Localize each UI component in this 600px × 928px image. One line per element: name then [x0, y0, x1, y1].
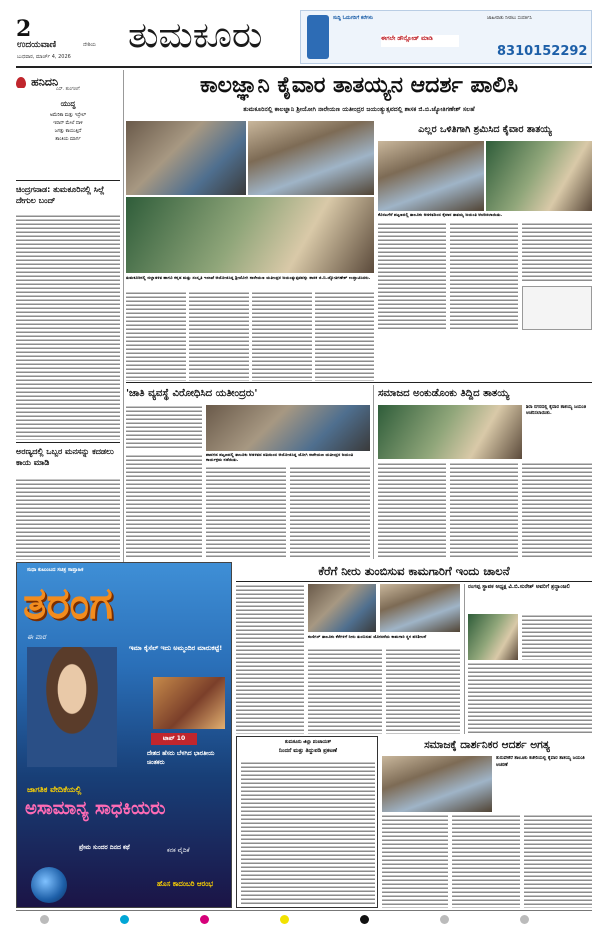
poem-body [20, 112, 116, 184]
main-photo-caption: ತುಮಕೂರಿನಲ್ಲಿ ಜಿಲ್ಲಾಡಳಿತ ಹಾಗೂ ಕನ್ನಡ ಮತ್ತು ಸಂಸ್ಕೃತಿ ಇಲಾಖೆ ಆಯೋಜಿಸಿದ್ದ ಶ್ರೀಯೋಗಿ ನಾರೇಯಣ ಯತೀಂದ್ರರ ಜಯಂತ್ಯುತ್ಸವವನ್ನು ಶಾಸಕ ಜಿ.ಬಿ.ಜ್ಯೋತಿಗಣೇಶ್ ಉದ್ಘಾಟಿಸಿದರು. [126, 275, 371, 280]
main-body-col-1 [126, 291, 186, 381]
registration-mark [120, 915, 129, 924]
lower-photo-caption-1: ಕುಣಿಗಲ್ ತಾಲೂಕು ಕೆರೆಗಳಿಗೆ ನೀರು ತುಂಬಿಸುವ ಯೋಜನೆಯ ಕಾಮಗಾರಿ ಸ್ಥಳ ಪರಿಶೀಲನೆ [308, 634, 427, 639]
lower-photo-2 [380, 584, 460, 632]
taranga-feature-4: ದೇಶದ ಹೆಸರು ಬೆಳಗಿದ ಭಾರತೀಯ ಚಿಂತಕರು [147, 750, 215, 766]
bottom-right-headline: ಸಮಾಜಕ್ಕೆ ದಾರ್ಶನಿಕರ ಆದರ್ಶ ಅಗತ್ಯ [424, 739, 550, 751]
mid-right-headline: ಸಮಾಜದ ಅಂಕುಡೊಂಕು ತಿದ್ದಿದ ತಾತಯ್ಯ [378, 388, 510, 399]
date-line: ಬುಧವಾರ, ಮಾರ್ಚ್ 4, 2026 [17, 54, 71, 60]
story1-body [16, 214, 120, 440]
mid-right-caption: ಶಿರಾ ನಗರದಲ್ಲಿ ಕೈವಾರ ತಾತಯ್ಯ ಜಯಂತಿ ಆಚರಿಸಲಾಯಿತು. [526, 405, 587, 416]
lower-separator [464, 584, 465, 734]
lower-body-col-3 [386, 648, 460, 734]
right-body-col-1 [378, 222, 446, 330]
city-title: ತುಮಕೂರು [128, 15, 263, 56]
story1-headline: ಚಿಂದ್ರಗನಾಡ: ತುಮಕೂರಿನಲ್ಲಿ ಸಿಲ್ಲೆ ದೇಗುಲ ಬಂದ್ [16, 185, 105, 205]
taranga-badge: ಟಾಪ್ 10 [151, 733, 197, 745]
right-photo-1 [378, 141, 484, 211]
right-photo-caption: ಕೊರಟಗೆರೆ ಪಟ್ಟಣದಲ್ಲಿ ತಾಲೂಕು ಆಡಳಿತದಿಂದ ಕೈವಾರ ತಾತಯ್ಯ ಜಯಂತಿ ಆಚರಿಸಲಾಯಿತು. [378, 212, 503, 217]
main-body-col-2 [189, 291, 249, 381]
ad-text-3: ಜಾಹೀರಾತು ನೀಡಲು ಸಂಪರ್ಕಿಸಿ [487, 16, 532, 21]
lower-side-photo [468, 614, 518, 660]
right-story-headline: ಎಲ್ಲರ ಒಳಿತಿಗಾಗಿ ಶ್ರಮಿಸಿದ ಕೈವಾರ ತಾತಯ್ಯ [418, 124, 552, 135]
main-headline: ಕಾಲಜ್ಞಾನಿ ಕೈವಾರ ತಾತಯ್ಯನ ಆದರ್ಶ ಪಾಲಿಸಿ [199, 73, 519, 98]
poem-line: ಇರಾನ್ ಮೇಲೆ ದಾಳಿ [53, 121, 83, 126]
notice-dept: ತುಮಕೂರು ಜಿಲ್ಲಾ ಪಂಚಾಯತ್ [284, 740, 332, 745]
left-column [16, 70, 120, 562]
mid-right-body-c [522, 462, 592, 558]
public-notice [236, 736, 378, 908]
main-photo-3 [126, 197, 374, 273]
section-divider [126, 382, 592, 383]
registration-mark [40, 915, 49, 924]
mid-left-headline: 'ಜಾತಿ ವ್ಯವಸ್ಥೆ ವಿರೋಧಿಸಿದ ಯತೀಂದ್ರರು' [126, 388, 258, 399]
lower-headline-rule [236, 581, 592, 582]
mid-right-body-a [378, 462, 446, 558]
registration-mark [520, 915, 529, 924]
taranga-title: ತರಂಗ [23, 578, 113, 629]
main-body-col-4 [315, 291, 374, 381]
ad-text-1: ಸುದ್ದಿ ಓದುಗರಿಗೆ ಕರೆಗಳು [333, 15, 373, 21]
lower-body-col-2 [308, 648, 382, 734]
story2-body [16, 478, 120, 560]
mid-left-photo [206, 405, 370, 451]
mid-right-body-b [450, 462, 518, 558]
ad-text-2: ಈಗಲೇ ಡೌನ್ಲೋಡ್ ಮಾಡಿ [381, 35, 459, 47]
taranga-top-line: ಸುಧಾ ಕುಟುಂಬದ ಸಚಿತ್ರ ಸಾಪ್ತಾಹಿಕ [27, 567, 84, 573]
main-subheadline: ತುಮಕೂರಿನಲ್ಲಿ ಕಾಲಜ್ಞಾನಿ ಶ್ರೀಯೋಗಿ ನಾರೇಯಣ ಯತೀಂದ್ರರ ಜಯಂತ್ಯುತ್ಸವದಲ್ಲಿ ಶಾಸಕ ಜಿ.ಬಿ.ಜ್ಯೋತಿಗಣೇಶ್ ಸಲಹೆ [243, 106, 475, 113]
mid-left-caption: ಪಾವಗಡ ಪಟ್ಟಣದಲ್ಲಿ ತಾಲೂಕು ಆಡಳಿತದ ವತಿಯಿಂದ ಆಯೋಜಿಸಿದ್ದ ಯೋಗಿ ನಾರೇಯಣ ಯತೀಂದ್ರರ ಜಯಂತಿ ಕಾರ್ಯಕ್ರಮ ನಡೆಯಿತು. [206, 452, 354, 462]
header-ad[interactable] [300, 10, 592, 64]
main-body-col-3 [252, 291, 312, 381]
earth-graphic [31, 867, 67, 903]
ad-phone-graphic [307, 15, 329, 59]
taranga-feature-1: ಇಮಾ ಕೈಸೆಲ್ ಇದು ಅಮ್ಮಂದಿರ ಮಾರುಕಟ್ಟೆ! [129, 644, 223, 652]
ad-phone-number[interactable]: 8310152292 [497, 44, 588, 59]
right-body-col-3 [522, 222, 592, 282]
mid-left-body-a [126, 405, 202, 449]
mid-left-body-d [290, 466, 370, 558]
column-separator [123, 70, 124, 562]
mid-left-body-c [206, 466, 286, 558]
taranga-issue-line: ಈ ವಾರ [27, 633, 46, 641]
lower-side-body-b [468, 662, 592, 734]
taranga-feature-3: ಅಸಾಮಾನ್ಯ ಸಾಧಕಿಯರು [25, 799, 166, 819]
main-photo-2 [248, 121, 374, 195]
poem-line: ಅಮೆರಿಕಾ ಮತ್ತು ಇಸ್ರೇಲ್ [49, 113, 87, 118]
brand-byline: ಎಸ್. ತುಂಗಣಗೆ [56, 87, 80, 92]
poem-line: ಶಾಂತಿಯ ಮಾರ್ಗ [55, 137, 81, 142]
cover-portrait [27, 647, 117, 767]
paper-name: ಉದಯವಾಣಿ [17, 40, 57, 50]
right-photo-2 [486, 141, 592, 211]
footer-rule [16, 910, 592, 911]
main-photo-1 [126, 121, 246, 195]
bottom-right-caption: ತುರುವೇಕೆರೆ ತಾಲೂಕು ಕಚೇರಿಯಲ್ಲಿ ಕೈವಾರ ತಾತಯ್ಯ ಜಯಂತಿ ಆಚರಣೆ [496, 756, 585, 768]
taranga-ad[interactable] [16, 562, 232, 908]
registration-mark [360, 915, 369, 924]
poem-title: ಯುದ್ಧ [60, 100, 76, 108]
registration-mark [280, 915, 289, 924]
column-divider [16, 442, 120, 443]
taranga-feature-6: ಪ್ರೇಮ ಸುಂದರ ದಿನದ ಕಥೆ [79, 844, 130, 851]
feature-photo [153, 677, 225, 729]
story2-headline: ಅರಣ್ಯದಲ್ಲಿ ಒಬ್ಬರ ಮನಸನ್ನು ಕದಡಲು ಕಾಯ ಮಾಡಿ [16, 447, 114, 467]
mid-separator [373, 385, 374, 559]
taranga-feature-2: ಜಾಗತಿಕ ವೇದಿಕೆಯಲ್ಲಿ [27, 785, 82, 794]
lower-photo-1 [308, 584, 376, 632]
edition-tag: ದೇಶಿಯ [83, 42, 96, 48]
bottom-right-body-a [382, 814, 448, 908]
notice-body [241, 761, 375, 905]
brand-name: ಹನಿದನಿ [31, 75, 59, 88]
masthead-divider [16, 66, 592, 68]
right-body-col-2 [450, 222, 518, 330]
lower-side-headline: ರಂಗಪ್ಪ ಸ್ಥಾಪಕ ಅಧ್ಯಕ್ಷ ವಿ.ಬಿ.ಸುರೇಶ್ ಅವರಿಗೆ ಶ್ರದ್ಧಾಂಜಲಿ [468, 584, 570, 590]
lower-body-col-1 [236, 584, 304, 734]
lower-side-body-a [522, 614, 592, 660]
mid-right-photo [378, 405, 522, 459]
bottom-right-body-c [524, 814, 592, 908]
drop-icon [16, 77, 26, 89]
mid-left-body-b [126, 454, 202, 558]
notice-title: ನಿಂದನೆ ಮತ್ತು ತಿದ್ದುಪಡಿ ಪ್ರಕಟಣೆ [279, 748, 337, 754]
registration-mark [200, 915, 209, 924]
taranga-feature-7: ಹೊಸ ಕಾದಂಬರಿ ಆರಂಭ [157, 880, 214, 888]
poem-line: ಜಗತ್ತು ಕಾಯುತ್ತಿದೆ [54, 129, 82, 134]
lower-headline: ಕೆರೆಗೆ ನೀರು ತುಂಬಿಸುವ ಕಾಮಗಾರಿಗೆ ಇಂದು ಚಾಲನೆ [318, 564, 510, 578]
column-divider [16, 180, 120, 181]
page-number: 2 [16, 16, 32, 40]
right-inset-box [522, 286, 592, 330]
bottom-right-body-b [452, 814, 520, 908]
taranga-feature-5: ಕನಕ ವೈದಿಕೆ [167, 847, 190, 854]
bottom-right-photo [382, 756, 492, 812]
registration-mark [440, 915, 449, 924]
